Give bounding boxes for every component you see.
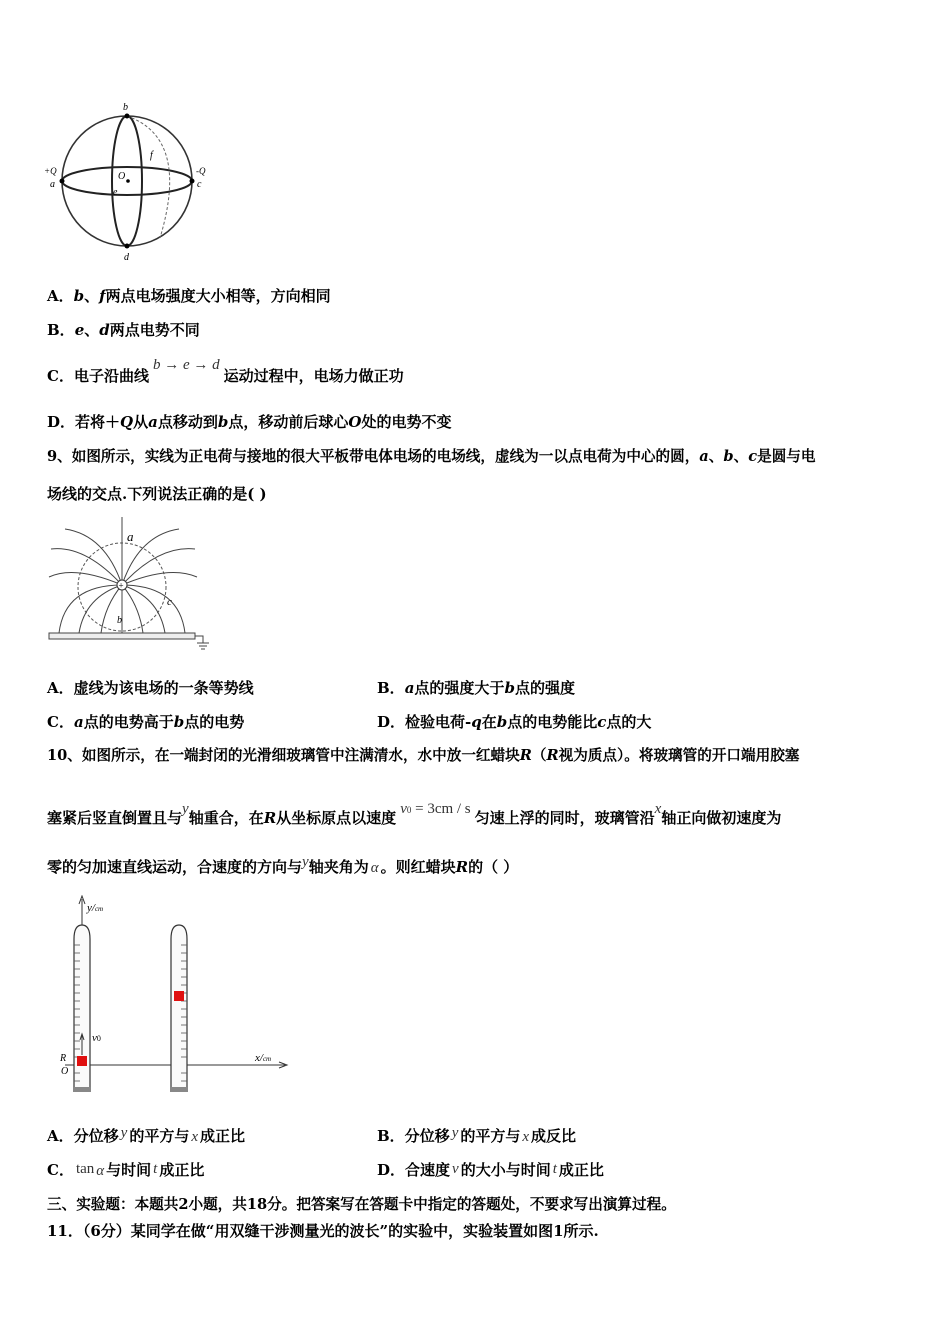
point-b — [125, 114, 130, 119]
point-c — [190, 179, 195, 184]
q10-stem-line1: 10、如图所示，在一端封闭的光滑细玻璃管中注满清水，水中放一红蜡块R（R视为质点）。将玻璃管的开口端用胶塞 — [47, 747, 800, 764]
point-d — [125, 244, 130, 249]
label-b: b — [123, 102, 128, 113]
label-d: d — [124, 252, 129, 263]
point-o — [126, 179, 130, 183]
q10-option-d: D．合速度 v 的大小与时间 t 成正比 — [377, 1161, 604, 1179]
q9-option-c: C．a点的电势高于b点的电势 — [47, 713, 245, 731]
r-label: R — [60, 1053, 67, 1064]
q9-option-d: D．检验电荷-q在b点的电势能比c点的大 — [377, 713, 652, 731]
y-axis-label: y/cm — [87, 902, 104, 914]
q9-stem-line2: 场线的交点.下列说法正确的是( ) — [47, 485, 267, 503]
q8-option-c: C．电子沿曲线b → e → d运动过程中，电场力做正功 — [47, 357, 404, 385]
q10-stem-line3: 零的匀加速直线运动，合速度的方向与y轴夹角为 α 。则红蜡块R的（ ） — [47, 854, 519, 876]
q8-option-d: D．若将＋Q从a点移动到b点，移动前后球心O处的电势不变 — [47, 413, 452, 431]
formula-b-e-d: b → e → d — [152, 357, 220, 373]
svg-text:+: + — [118, 580, 124, 591]
fig-label-b: b — [117, 615, 122, 626]
stopper-right — [170, 1087, 188, 1092]
fig-label-a: a — [127, 529, 134, 544]
wax-block-start — [77, 1056, 87, 1066]
q10-option-b: B．分位移 y 的平方与 x 成反比 — [377, 1125, 577, 1145]
formula-v0: v0 = 3cm / s — [400, 801, 471, 817]
o-label: O — [61, 1066, 69, 1077]
tube-left — [74, 925, 90, 1091]
label-plus-q: +Q — [44, 166, 57, 176]
q9-option-b: B．a点的强度大于b点的强度 — [377, 679, 575, 697]
q9-stem-line1: 9、如图所示，实线为正电荷与接地的很大平板带电体电场的电场线，虚线为一以点电荷为中心的圆，a、b、c是圆与电 — [47, 448, 816, 465]
v0-label: v0 — [92, 1032, 101, 1044]
arc-f — [127, 116, 170, 238]
q8-option-a: A．b、f两点电场强度大小相等，方向相同 — [47, 287, 331, 305]
label-e: e — [113, 187, 118, 198]
q8-option-b: B．e、d两点电势不同 — [47, 321, 200, 339]
field-line-figure — [45, 515, 210, 655]
stopper-left — [73, 1087, 91, 1092]
charged-plate — [49, 633, 195, 639]
wax-block-moved — [174, 991, 184, 1001]
sphere-figure — [40, 98, 220, 266]
label-o: O — [118, 171, 126, 182]
label-c: c — [197, 179, 202, 190]
point-a — [60, 179, 65, 184]
q9-option-a: A．虚线为该电场的一条等势线 — [47, 679, 254, 697]
q11-stem: 11．（6分）某同学在做“用双缝干涉测量光的波长”的实验中，实验装置如图1所示. — [47, 1222, 599, 1240]
label-a: a — [50, 179, 55, 190]
q10-option-c: C． tan α 与时间 t 成正比 — [47, 1161, 205, 1179]
fig-label-c: c — [167, 596, 172, 608]
section-3-heading: 三、实验题：本题共2小题，共18分。把答案写在答题卡中指定的答题处，不要求写出演算过程。 — [47, 1196, 676, 1213]
glass-tube-figure — [55, 895, 295, 1095]
ground-wire — [195, 636, 209, 649]
label-f: f — [150, 150, 153, 161]
field-lines — [49, 517, 197, 633]
tube-right — [171, 925, 187, 1091]
q10-option-a: A．分位移 y 的平方与 x 成正比 — [47, 1125, 246, 1145]
q10-stem-line2: 塞紧后竖直倒置且与y轴重合，在R从坐标原点以速度 v0 = 3cm / s 匀速上浮的同时，玻璃管沿x轴正向做初速度为 — [47, 801, 782, 827]
x-axis-label: x/cm — [255, 1052, 272, 1064]
label-minus-q: -Q — [196, 166, 206, 176]
